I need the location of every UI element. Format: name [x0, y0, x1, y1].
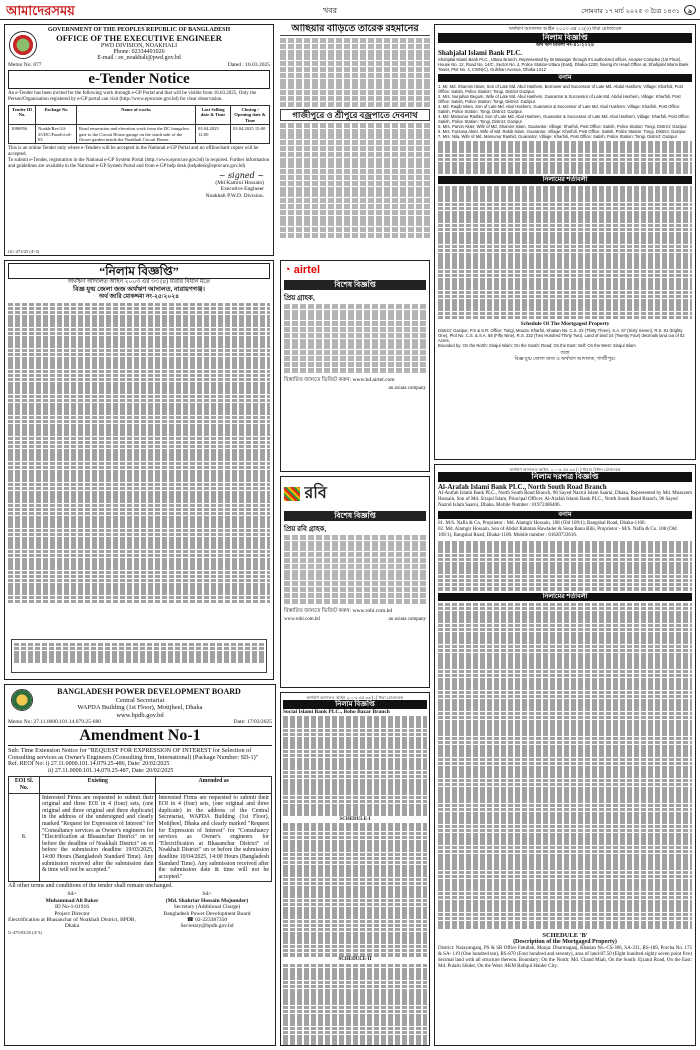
shahjalal-terms-bar: নিলামের শর্তাবলী [438, 176, 692, 184]
news-headline-2: গাজীপুরে ও শ্রীপুরে বজ্রপাতে দেবনাথ [280, 109, 430, 121]
shahjalal-case: অর্থ ঋণ মামলা নং-৪১/২০২৪ [535, 43, 595, 48]
bpdb-date: Date: 17/03/2025 [233, 719, 272, 725]
bpdb-col-existing: Existing [40, 777, 156, 793]
alarafah-schedule-text: District: Narayanganj, PS & SR Office Fatullah, Mouja: Dharmaganj, Khatian No.-CS-306, SA-331, RS-189, Porcha No. 175 & SA- 119 (One hundred ten), RS-870 (Four hundred and seventy), area of land-87.50 (Eight hundred eighty seven point five) decimal land with all structure thereon. Boundary: On the North: Md. Chand Miah, On the South: Ejzatul Road, On the East: Md. Pulash Sikder, On the West: AKM Rafiqul Haider City. [438, 946, 692, 970]
bpdb-signed-right: Sd/- [202, 891, 212, 898]
alarafah-nilam-notice [434, 464, 696, 1046]
nilam-left-notice [4, 260, 274, 680]
news-headline-1: আছিয়ার বাড়িতে তারেক রহমানের [280, 24, 430, 36]
nilam-left-body [8, 303, 270, 604]
bpdb-signature-left [8, 891, 136, 929]
bpdb-cell-amended: Interested Firms are requested to submit their EOI in 4 (four) sets, (one original and three duplicate) in the address of the Central Secretariat, WAPDA Building (1st Floor), Motijheel, Dhaka and clearly marked "Request for Expression of Interest" for "Consultancy services as Owner's engineers for "Electrification at Bhasanchar District" of Noakhali District" on or before the submission deadline 10/04/2025, 14:00 Hours (Bangladesh Standard Time). Any submission received after the submission date & time will not be accepted." [156, 793, 272, 882]
etender-memo: Memo No. 877 [8, 62, 42, 68]
alarafah-plaintiff-line: Al-Arafah Islami Bank PLC., North South Road Branch, 96 Sayed Nazrul Islam Saarni, Dhaka, Represented by Md. Moazzem Hossain, Son of Md. Sirajul Islam, Principal Officer, Al-Arafah Islami Bank PLC., North South Road Branch, 96 Sayed Nazrul Islam Saarni, Dhaka. Mobile Number : 01972406406. [438, 491, 692, 508]
etender-signatory-office: Noakhali P.W.D. Division. [205, 192, 264, 199]
nilam-left-sub-2: বিজ্ঞ যুগ্ম জেলা জজ অর্থঋণ আদালত, নারায়ণগঞ্জ। [73, 286, 205, 293]
alarafah-plaintiff: Al-Arafah Islami Bank PLC., North South Road Branch [438, 483, 607, 491]
shahjalal-judge: জজ [560, 350, 570, 356]
bpdb-sub-2: WAPDA Building (1st Floor), Motijheel, Dhaka [77, 704, 203, 711]
social-schedule-1: SCHEDULE-I [339, 816, 371, 822]
airtel-greeting: প্রিয় গ্রাহক, [284, 294, 315, 302]
etender-signatory-title: Executive Engineer [220, 186, 264, 193]
shahjalal-defendant-3: 3. Md. Raqib Islam, Son of Late Md. Abul Hashem, Guarantor & Successor of Late Md. Abul Hashem, Village: Kharfoli, Post Office: Satish, Police Station: Tongi, District: Gazipur. [438, 104, 681, 114]
etender-col-id: Tender ID No. [9, 106, 36, 125]
etender-table [8, 105, 270, 144]
robi-web: www.robi.com.bd [284, 616, 320, 622]
alarafah-terms-bar: নিলামের শর্তাবলী [438, 593, 692, 601]
alarafah-body-text [438, 541, 692, 591]
nilam-left-schedule-table [11, 639, 267, 673]
alarafah-defendant-1: 01. M/S. Nafla & Co, Proprietor : Md. Alamgir Hossain, 108 (Old 109/1), Bangshal Road, Dhaka-1100. [438, 521, 646, 526]
masthead [0, 0, 700, 20]
section-label: খবর [322, 6, 338, 15]
etender-ref: GC-473/25 (4'-3) [8, 249, 40, 254]
etender-col-closing: Closing / Opening date & Time [231, 106, 270, 125]
robi-bar: বিশেষ বিজ্ঞপ্তি [284, 511, 426, 521]
bpdb-ref-code: G-475/03/25 (4'-3) [8, 929, 42, 935]
bpdb-subject: Sub: Time Extension Notice for "REQUEST FOR EXPRESSION OF INTEREST for Selection of Consulting services as Owner's Engineers (Consulting firm, International) (Package Number: SD-1)" [8, 747, 259, 762]
alarafah-title-bar: নিলাম দরপত্র বিজ্ঞপ্তি [438, 472, 692, 482]
robi-logo-text: রবি [304, 485, 327, 502]
bpdb-title: BANGLADESH POWER DEVELOPMENT BOARD [57, 687, 241, 696]
news-column [280, 24, 430, 256]
social-plaintiff: Social Islami Bank PLC., Boho Bazar Branch [283, 709, 390, 715]
bpdb-ref-2: ii) 27.11.0000.101.14.079.25-487, Date: 20/02/2025 [48, 768, 174, 775]
airtel-swirl-icon: ◔ [284, 264, 294, 276]
airtel-body [284, 304, 426, 373]
robi-notice [280, 476, 430, 688]
social-bank-notice [280, 692, 430, 1046]
robi-footer: বিস্তারিত জানতে ভিজিট করুন: www.robi.com.bd [284, 607, 393, 614]
social-top-line: অর্থঋণ আদালত আইন ২০০৩ এর ৩৩ (১) ধারা মোতাবেক [306, 695, 404, 700]
airtel-notice [280, 260, 430, 472]
etender-note-1: This is an online Tender only where e-Tenders will be accepted in the National e-GP Portal and no offline/hard copies will be accepted. [8, 146, 259, 158]
shahjalal-title-bar: নিলাম বিজ্ঞপ্তি [438, 33, 692, 43]
etender-cell-id: 1086956 [9, 125, 36, 144]
bpdb-memo: Memo No: 27.11.0000.101.14.079.25-680 [8, 719, 101, 725]
table-row [9, 125, 270, 144]
alarafah-schedule-heading: SCHEDULE 'B' [542, 931, 588, 939]
table-row [9, 793, 272, 882]
alarafah-schedule-sub: (Description of the Mortgaged Property) [513, 939, 617, 946]
shahjalal-versus: বনাম [438, 74, 692, 82]
etender-col-package: Package No [36, 106, 77, 125]
etender-cell-selling: 03.04.2025 12:00 [196, 125, 231, 144]
etender-cell-name: Road renovation and elevation work from the DC bungalow gate to the Circuit House garage on the south side of the flower garden inside the Noakhali Circuit House. [77, 125, 196, 144]
shahjalal-nilam-notice [434, 24, 696, 460]
shahjalal-defendant-5: 5. Mrs. Parvin Akter, Wife of Md. Shamim Islam, Guarantor, Village: Kharfoli, Post Office: Satish, Police Station: Tongi, District: Gazipur. [438, 124, 688, 129]
shahjalal-defendant-1: 1. Mr. Md. Shamim Islam, Son of Late Md. Abul Hashem, Borrower and Successor of Late Md. Abdul Hashem, Village: Kharfoli, Post Office: Satish, Police Station: Tongi, District Gazipur. [438, 84, 684, 94]
airtel-axiata: an axiata company [388, 385, 426, 391]
bpdb-amendment [4, 684, 276, 1046]
etender-notice [4, 24, 274, 256]
bpdb-table [8, 776, 272, 882]
alarafah-top-line: অর্থঋণ আদালত আইন, ২০০৩ এর ৩৩ (১) ধারার বিধান মোতাবেক [509, 467, 621, 472]
shahjalal-schedule-title: Schedule Of The Mortgaged Property [520, 321, 610, 328]
robi-logo [284, 480, 426, 507]
airtel-logo [284, 264, 426, 276]
bpdb-footer-note: All other terms and conditions of the tender shall remain unchanged. [8, 883, 173, 890]
news-body-2 [280, 123, 430, 238]
bpdb-sig-right-title: Secretary (Additional Charge) [173, 904, 241, 911]
etender-cell-closing: 03.04.2025 15:00 [231, 125, 270, 144]
date-line: সোমবার ১৭ মার্চ ২০২৫ ৩ চৈত্র ১৪৩১ [581, 8, 680, 15]
bpdb-sig-left-name: Muhammad Ali Baker [45, 897, 99, 904]
social-schedule-2: SCHEDULE-II [338, 957, 372, 963]
etender-signature-block [8, 173, 270, 199]
shahjalal-plaintiff-line: Shahjalal Islami Bank PLC., Uttara Branch, Represented by its Manager through it's authorized officer, Anower Complex (1st Floor), House No. 12, Road No. 14/C, Sector No. 4, Police Station-Uttara (East), Dhaka-1230; having it's Head Office at, Shahjalal Islami Bank Tower, Plot No. 4, CWN(C), Gulshan Avenue, Dhaka-1212 [438, 57, 689, 72]
shahjalal-defendant-7: 7. Mrs. Nila, Wife of Md. Mamunur Rashid, Guarantor, Village: Kharfoli, Post Office: Satish, Police Station: Tongi, District: Gazipur. [438, 134, 678, 139]
nilam-left-sub-3: অর্থ জারি মোকদ্দমা নং-২৫/২০২৪ [98, 293, 180, 300]
bpdb-bottom-ref [8, 930, 272, 935]
shahjalal-schedule-text: District: Gazipur, P.S & S.R. Office: Tongi, Mouza: Kharfol, Khatian No. C.S. 33 (Thirty Three), S.A. 67 (Sixty Seven), R.S. 81 (Eighty One), Plot No. C.S. & S.A. 68 (Fifty Nine), R.S. 232 (Two Hundred Thirty Two). Land of land 24 (Twenty Four) decimals land out of 02 Acres. [438, 327, 685, 343]
bpdb-sub-1: Central Secretariat [115, 696, 165, 704]
etender-division: PWD DIVISION, NOAKHALI [100, 43, 178, 49]
etender-gov-line: GOVERNMENT OF THE PEOPLES REPUBLIC OF BANGLADESH [47, 27, 231, 33]
shahjalal-top-line: অর্থঋণ আদালত আইন ২০০৩ এর ১২(৩) ধারা মোতাবেক [508, 27, 622, 32]
shahjalal-bounded: Bounded by: On the North: Sirajul Islam; On the South: Road; On the East: Self; On the West: Sirajul Islam [438, 342, 636, 348]
social-body-1 [283, 716, 427, 816]
robi-greeting: প্রিয় রবি গ্রাহক, [284, 525, 327, 533]
bpdb-sig-left-office: Electrification at Bhasanchar of Noakhali District, BPDB, Dhaka [8, 916, 136, 930]
bpdb-sig-right-office: Bangladesh Power Development Board [163, 910, 251, 917]
etender-phone: Phone: 02334491026 [113, 49, 165, 55]
social-body-3 [283, 964, 427, 1046]
signature-mark: ~ signed ~ [218, 171, 264, 181]
bpdb-phone-text: 02-223387350 [195, 916, 228, 923]
shahjalal-court: বিজ্ঞ যুগ্ম জেলা জজ ও অর্থঋণ আদালত, গাজীপুর। [514, 356, 616, 362]
social-body-2 [283, 823, 427, 956]
shahjalal-defendant-2: 2. Mrs. Nurjahan Begum, Wife of Late Md. Abul Hashem, Guarantor & Successor of Late Md. Abdul Hashem, Village: Kharfoli, Post Office: Satish, Police Station: Tongi, District: Gazipur. [438, 94, 681, 104]
bpdb-heading: Amendment No-1 [8, 726, 272, 746]
etender-intro: An e-Tender has been invited for the following work through e-GP Portal and that will be visible from 16.03.2025, Only the Person/Organisation registered by e-GP portal can visit (http://www.eprocure.gov.bd) for clear observation. [8, 91, 257, 102]
page-number: ৯ [684, 5, 696, 15]
bpdb-cell-sl: 8. [9, 793, 40, 882]
alarafah-terms-text [438, 603, 692, 929]
etender-title: e-Tender Notice [8, 70, 270, 89]
etender-cell-package: Noakh/Rev/24-25/DC/Fund/civil-03 [36, 125, 77, 144]
etender-email: E-mail : ee_noakhali@pwd.gov.bd [97, 55, 181, 61]
bpdb-web: www.bpdb.gov.bd [116, 711, 164, 719]
etender-col-name: Name of works [77, 106, 196, 125]
robi-axiata: an axiata company [388, 616, 426, 622]
shahjalal-defendant-6: 6. Mrs. Farzana Akter, Wife of Md. Rakib Islam, Guarantor, Village: Kharfoli, Post Office: Satish, Police Station: Tongi, District: Gazipur. [438, 129, 687, 134]
nilam-left-sub-1: অর্থঋণ আদালত আইন ২০০৩ এর ৩৩ (৪) ধারার বিধান মতে [67, 279, 211, 285]
shahjalal-defendant-4: 4. Md. Mamunur Rashid, Son of Late Md. Abul Hashem, Guarantor & Successor of Late Md. Abul Hashem, Village: Kharfoli, Post Office: Satish, Police Station: Tongi, District: Gazipur. [438, 114, 690, 124]
bpdb-sig-left-id: ID No-1-01916 [54, 904, 90, 911]
etender-dated: Dated : 16.03.2025 [227, 62, 270, 68]
bpdb-col-sl: EOI Sl. No. [9, 777, 40, 793]
alarafah-versus: বনাম [438, 511, 692, 519]
nilam-left-title: “নিলাম বিজ্ঞপ্তি” [8, 263, 270, 279]
bpdb-sig-left-title: Project Director [54, 910, 90, 917]
etender-signatory: (Md Kamrul Hossain) [215, 179, 264, 186]
bpdb-ref-1: Ref. REOI No: i) 27.11.0000.101.14.079.25-486, Date: 20/02/2025 [8, 761, 170, 768]
bpdb-sig-right-name: (Md. Shahriar Hossain Mojumder) [165, 897, 249, 904]
robi-mark-icon [284, 487, 300, 501]
robi-body [284, 535, 426, 604]
social-title-bar: নিলাম বিজ্ঞপ্তি [283, 700, 427, 709]
shahjalal-body-text [438, 141, 692, 174]
airtel-bar: বিশেষ বিজ্ঞপ্তি [284, 280, 426, 290]
shahjalal-terms-text [438, 186, 692, 319]
government-seal-icon [9, 31, 37, 59]
airtel-logo-text: airtel [293, 264, 320, 276]
bpdb-cell-existing: Interested Firms are requested to submit their original and three EOI in 4 (four) sets, (one original and three original and three duplicate) in the address of the undersigned and clearly marked "Request for Expression of Interest" for "Consultancy services as Owner's engineers for "Electrification at Bhasanchar District" on or before the deadline of Noakhali District" on or before the submission deadline 19/03/2025, 14:00 Hours (Bangladesh Standard Time). Any submission received after the submission date & time will not be accepted." [40, 793, 156, 882]
bpdb-sig-right-email: Secretary@bpdb.gov.bd [180, 923, 234, 930]
shahjalal-plaintiff: Shahjalal Islami Bank PLC. [438, 49, 523, 57]
newspaper-logo: আমাদেরসময় [6, 4, 75, 18]
bpdb-logo-icon [11, 689, 33, 711]
etender-office: OFFICE OF THE EXECUTIVE ENGINEER [56, 33, 222, 43]
bpdb-signature-right [142, 891, 272, 929]
etender-col-selling: Last Selling date & Time [196, 106, 231, 125]
news-body-1 [280, 38, 430, 107]
phone-icon: ☎ [186, 916, 196, 923]
etender-note-2: To submit e-Tender, registration in the National e-GP System Portal (http://www.eprocure.gov.bd) in required. Further information and guidelines are available in the National e-GP System Portal and from e-GP help desk (helpdesk@eprocure.gov.bd) [8, 158, 270, 170]
bpdb-signed-left: Sd/- [67, 891, 77, 898]
bpdb-col-amended: Amended as [156, 777, 272, 793]
airtel-footer: বিস্তারিত জানতে ভিজিট করুন: www.bd.airtel.com [284, 376, 395, 383]
alarafah-defendant-2: 02. Md. Alamgir Hossain, Son of Abdur Rahman Hawlader & Sona Banu Bibi, Proprietor - M/S. Nafla & Co. 108 (Old 109/1), Bangshal Road, Dhaka-1100. Mobile number : 01620733616. [438, 527, 677, 538]
